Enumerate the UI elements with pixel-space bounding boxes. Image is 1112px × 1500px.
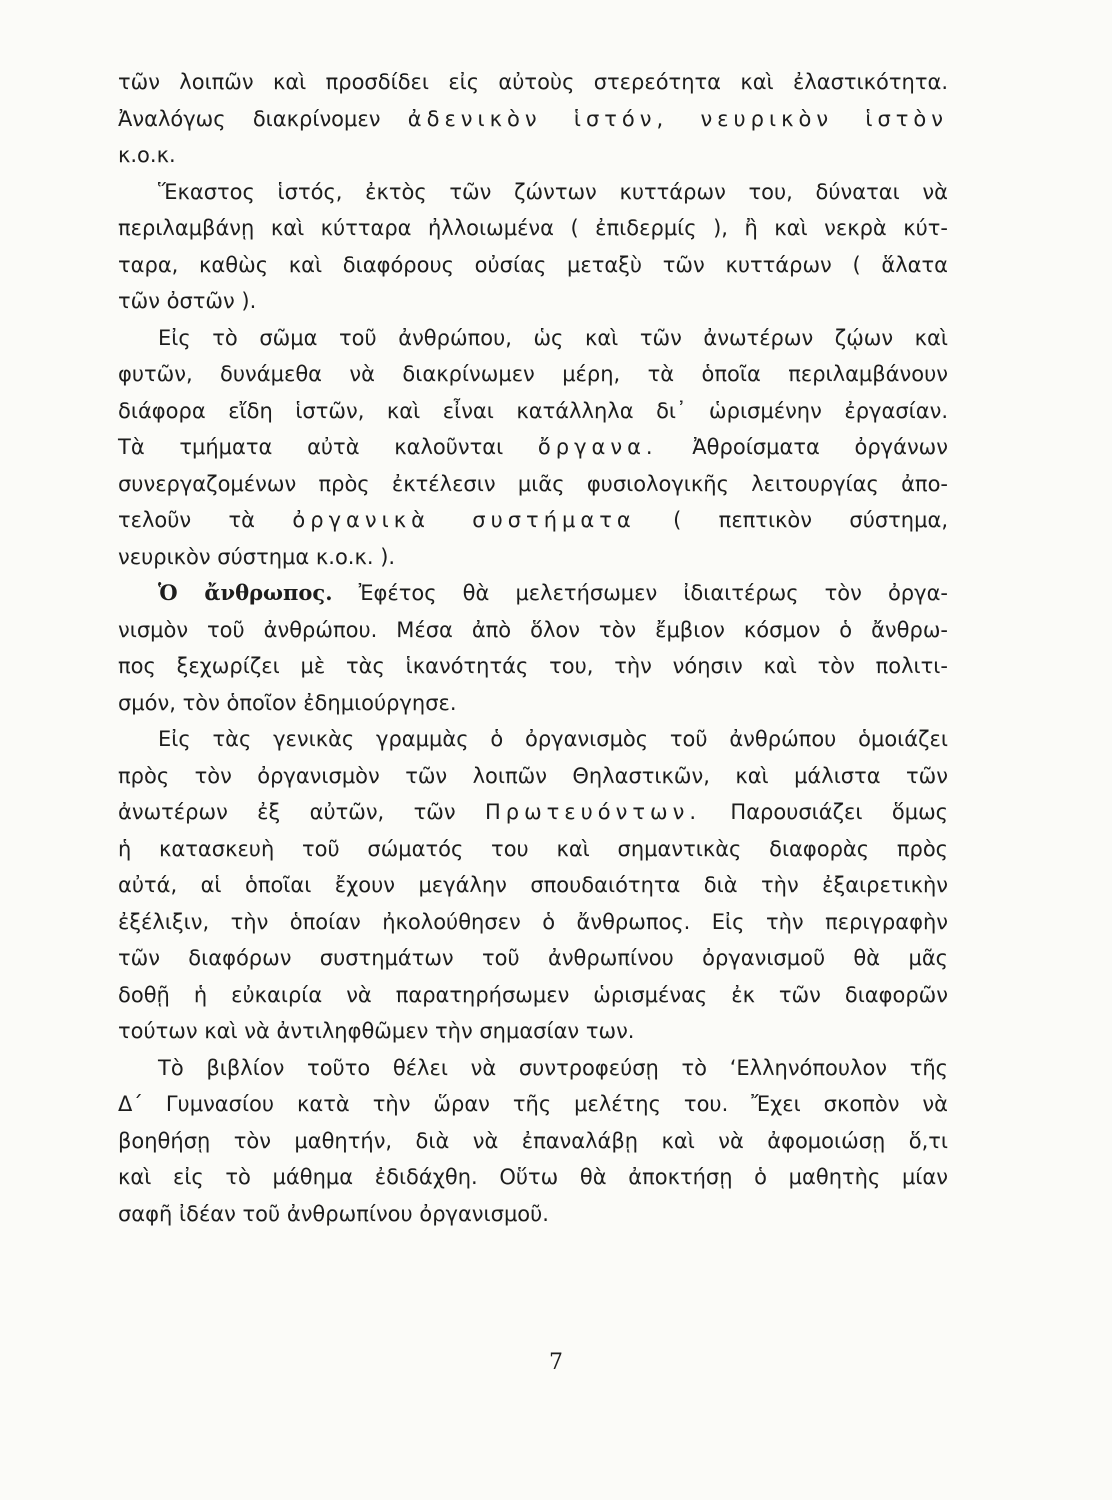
text-line: βοηθήσῃ τὸν μαθητήν, διὰ νὰ ἐπαναλάβῃ καὶ νὰ ἀφομοιώσῃ ὅ,τι [118, 1128, 948, 1153]
text-line: πος ξεχωρίζει μὲ τὰς ἱκανότητάς του, τὴν νόησιν καὶ τὸν πολιτι- [118, 654, 948, 678]
text-line: σμόν, τὸν ὁποῖον ἐδημιούργησε. [118, 690, 457, 715]
text-line [118, 429, 948, 466]
text-line [118, 575, 948, 612]
emphasized-term: ὀργανικὰ συστήματα [292, 508, 636, 532]
text-line: συνεργαζομένων πρὸς ἐκτέλεσιν μιᾶς φυσιολογικῆς λειτουργίας ἀπο- [118, 471, 948, 496]
text-fragment: Παρουσιάζει ὅμως [701, 800, 948, 824]
text-line: τῶν λοιπῶν καὶ προσδίδει εἰς αὐτοὺς στερεότητα καὶ ἐλαστικότητα. [118, 70, 948, 94]
emphasized-term: ὄργανα. [537, 435, 658, 459]
text-line: ταρα, καθὼς καὶ διαφόρους οὐσίας μεταξὺ τῶν κυττάρων ( ἅλατα [118, 252, 948, 277]
text-line: τῶν διαφόρων συστημάτων τοῦ ἀνθρωπίνου ὀργανισμοῦ θὰ μᾶς [118, 946, 948, 970]
text-line: Ἕκαστος ἱστός, ἐκτὸς τῶν ζώντων κυττάρων του, δύναται νὰ [158, 179, 948, 204]
page-body [118, 64, 948, 1232]
text-line: Εἰς τὰς γενικὰς γραμμὰς ὁ ὀργανισμὸς τοῦ ἀνθρώπου ὁμοιάζει [158, 727, 948, 751]
text-line: τούτων καὶ νὰ ἀντιληφθῶμεν τὴν σημασίαν των. [118, 1019, 635, 1043]
text-line: νευρικὸν σύστημα κ.ο.κ. ). [118, 544, 396, 569]
text-line: Τὸ βιβλίον τοῦτο θέλει νὰ συντροφεύσῃ τὸ ‘Ελληνόπουλον τῆς [158, 1055, 948, 1080]
text-line [118, 502, 948, 539]
text-line: τῶν ὀστῶν ). [118, 289, 257, 313]
emphasized-term: ἀδενικὸν ἱστόν, νευρικὸν ἱστὸν [407, 106, 948, 131]
text-line: σαφῆ ἰδέαν τοῦ ἀνθρωπίνου ὀργανισμοῦ. [118, 1201, 549, 1226]
text-line [118, 794, 948, 831]
text-line: νισμὸν τοῦ ἀνθρώπου. Μέσα ἀπὸ ὅλον τὸν ἔμβιον κόσμον ὁ ἄνθρω- [118, 617, 948, 642]
text-fragment: Τὰ τμήματα αὐτὰ καλοῦνται [118, 435, 538, 459]
text-line: Δ΄ Γυμνασίου κατὰ τὴν ὥραν τῆς μελέτης του. Ἔχει σκοπὸν νὰ [118, 1092, 948, 1116]
text-fragment: ἀνωτέρων ἐξ αὐτῶν, τῶν [118, 800, 485, 824]
text-line: κ.ο.κ. [118, 143, 176, 167]
text-line: αὐτά, αἱ ὁποῖαι ἔχουν μεγάλην σπουδαιότητα διὰ τὴν ἐξαιρετικὴν [118, 873, 948, 897]
text-line: καὶ εἰς τὸ μάθημα ἐδιδάχθη. Οὕτω θὰ ἀποκτήσῃ ὁ μαθητὴς μίαν [118, 1165, 948, 1189]
page-number: 7 [549, 1350, 563, 1375]
text-line: περιλαμβάνῃ καὶ κύτταρα ἠλλοιωμένα ( ἐπιδερμίς ), ἢ καὶ νεκρὰ κύτ- [118, 216, 948, 240]
text-line: πρὸς τὸν ὀργανισμὸν τῶν λοιπῶν Θηλαστικῶν, καὶ μάλιστα τῶν [118, 763, 948, 788]
text-line: φυτῶν, δυνάμεθα νὰ διακρίνωμεν μέρη, τὰ ὁποῖα περιλαμβάνουν [118, 362, 948, 386]
emphasized-term: Πρωτευόντων. [484, 800, 702, 824]
text-fragment: Ἀθροίσματα ὀργάνων [657, 435, 948, 459]
text-line: διάφορα εἴδη ἱστῶν, καὶ εἶναι κατάλληλα δι᾽ ὡρισμένην ἐργασίαν. [118, 398, 948, 423]
text-fragment: Ἐφέτος θὰ μελετήσωμεν ἰδιαιτέρως τὸν ὀργα- [332, 581, 948, 605]
text-fragment: τελοῦν τὰ [118, 508, 293, 532]
text-line: δοθῇ ἡ εὐκαιρία νὰ παρατηρήσωμεν ὡρισμένας ἐκ τῶν διαφορῶν [118, 982, 948, 1007]
text-fragment: Ἀναλόγως διακρίνομεν [118, 106, 408, 131]
text-line: Εἰς τὸ σῶμα τοῦ ἀνθρώπου, ὡς καὶ τῶν ἀνωτέρων ζῴων καὶ [158, 325, 948, 350]
text-line: ἡ κατασκευὴ τοῦ σώματός του καὶ σημαντικὰς διαφορὰς πρὸς [118, 836, 948, 861]
section-heading: Ὁ ἄνθρωπος. [158, 580, 333, 605]
text-fragment: ( πεπτικὸν σύστημα, [635, 508, 948, 532]
text-line [118, 101, 948, 138]
text-line: ἐξέλιξιν, τὴν ὁποίαν ἠκολούθησεν ὁ ἄνθρωπος. Εἰς τὴν περιγραφὴν [118, 909, 948, 934]
